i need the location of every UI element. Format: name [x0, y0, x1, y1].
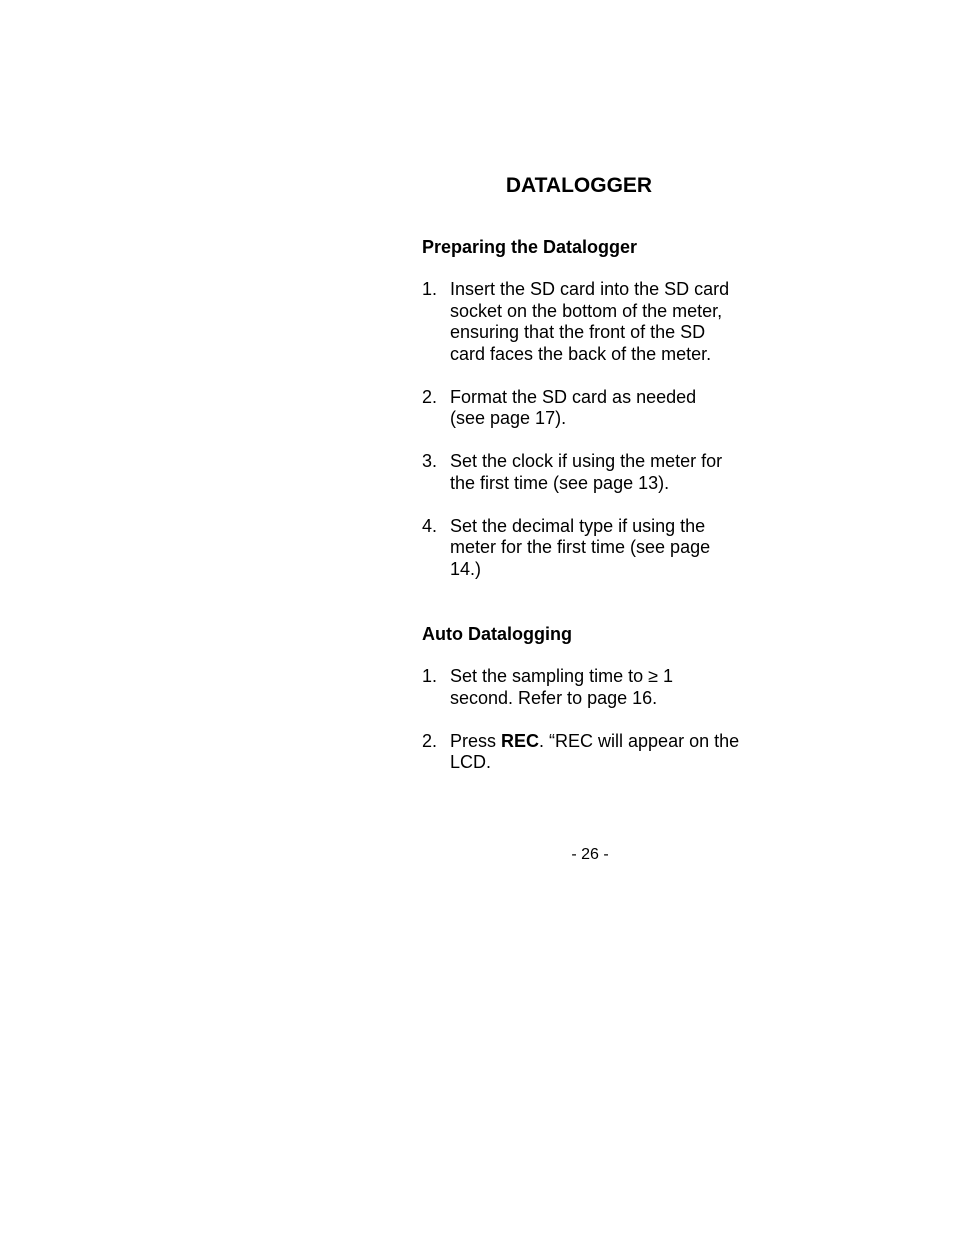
list-item-text: Insert the SD card into the SD card socket on the bottom of the meter, ensuring that the front of the SD card faces the back of the meter.	[450, 279, 730, 364]
list-item	[422, 451, 752, 494]
list-item-number: 4.	[422, 515, 438, 536]
auto-steps-list	[422, 666, 752, 795]
list-item-text: Set the clock if using the meter for the first time (see page 13).	[450, 451, 723, 493]
section-heading-auto-datalogging: Auto Datalogging	[422, 624, 572, 644]
list-item	[422, 387, 752, 430]
list-item	[422, 516, 752, 581]
rec-key-label: REC	[501, 730, 540, 751]
list-item-number: 3.	[422, 451, 438, 471]
list-item-number: 2.	[422, 386, 438, 407]
list-item-number: 1.	[422, 666, 438, 686]
list-item	[422, 731, 752, 774]
list-item-text: Format the SD card as needed (see page 17).	[450, 386, 697, 428]
list-item	[422, 279, 752, 365]
preparing-steps-list	[422, 279, 752, 602]
list-item-number: 1.	[422, 279, 438, 299]
page-title: DATALOGGER	[505, 174, 653, 197]
list-item-text-before: Press	[450, 730, 502, 751]
list-item-number: 2.	[422, 730, 438, 751]
list-item-text-after: . “REC will appear on the LCD.	[450, 730, 740, 772]
section-heading-preparing: Preparing the Datalogger	[422, 237, 638, 257]
list-item-text	[450, 731, 740, 774]
page-number: - 26 -	[571, 846, 609, 863]
list-item	[422, 666, 752, 709]
list-item-text: Set the decimal type if using the meter for the first time (see page 14.)	[450, 515, 711, 579]
list-item-text: Set the sampling time to ≥ 1 second. Refer to page 16.	[450, 666, 673, 708]
